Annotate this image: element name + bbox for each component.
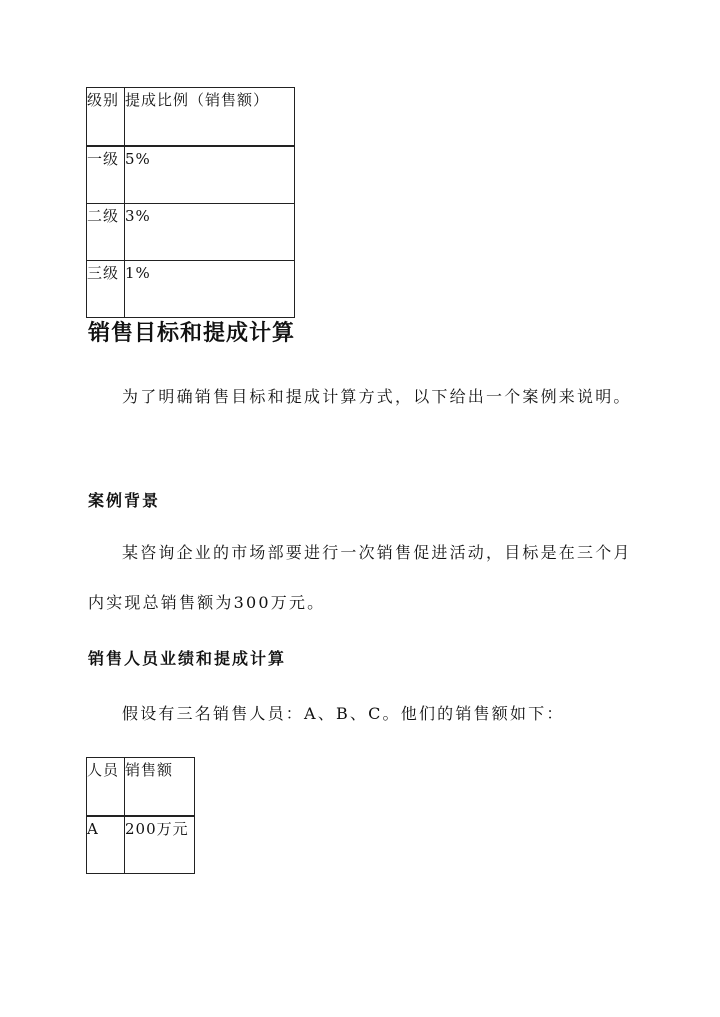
level-cell: 三级 bbox=[87, 261, 125, 318]
header-level: 级别 bbox=[87, 88, 125, 147]
header-sales: 销售额 bbox=[125, 758, 195, 817]
level-cell: 一级 bbox=[87, 146, 125, 204]
table-row bbox=[87, 816, 195, 874]
sales-calc-heading: 销售人员业绩和提成计算 bbox=[88, 649, 287, 668]
header-person: 人员 bbox=[87, 758, 125, 817]
table-row bbox=[87, 261, 295, 318]
rate-cell: 1% bbox=[125, 261, 295, 318]
case-background-paragraph: 某咨询企业的市场部要进行一次销售促进活动，目标是在三个月内实现总销售额为300万元。 bbox=[88, 543, 632, 612]
rate-cell: 3% bbox=[125, 204, 295, 261]
case-background-heading: 案例背景 bbox=[88, 491, 161, 510]
table-header-row bbox=[87, 758, 195, 817]
sales-cell: 200万元 bbox=[125, 816, 195, 874]
level-cell: 二级 bbox=[87, 204, 125, 261]
section-title: 销售目标和提成计算 bbox=[88, 321, 296, 346]
table-row bbox=[87, 204, 295, 261]
table-row bbox=[87, 146, 295, 204]
header-rate: 提成比例（销售额） bbox=[125, 88, 295, 147]
sales-calc-paragraph: 假设有三名销售人员：A、B、C。他们的销售额如下： bbox=[122, 704, 565, 723]
rate-cell: 5% bbox=[125, 146, 295, 204]
table-header-row bbox=[87, 88, 295, 147]
intro-paragraph: 为了明确销售目标和提成计算方式，以下给出一个案例来说明。 bbox=[122, 387, 632, 406]
sales-amount-table bbox=[86, 757, 195, 874]
commission-rate-table bbox=[86, 87, 295, 318]
person-cell: A bbox=[87, 816, 125, 874]
